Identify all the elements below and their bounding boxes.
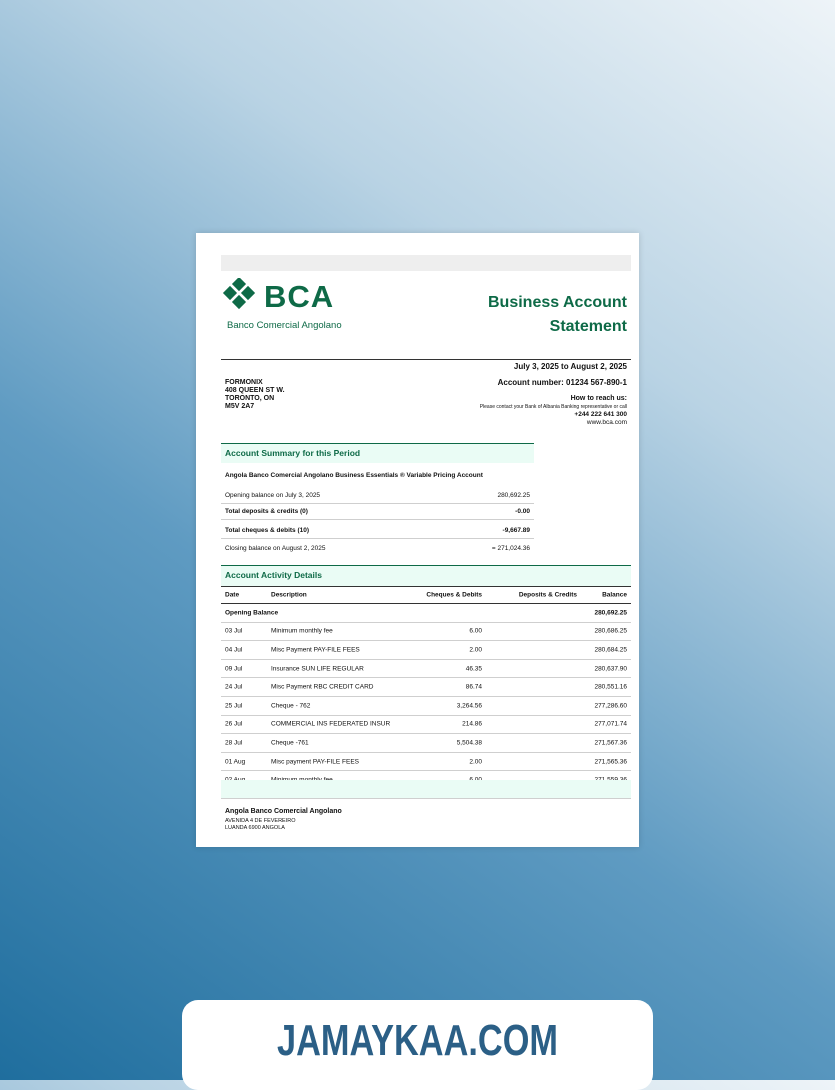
title-line-2: Statement (549, 318, 627, 335)
row-description: Insurance SUN LIFE REGULAR (271, 665, 364, 673)
contact-phone: +244 222 641 300 (574, 411, 627, 418)
table-row (221, 753, 631, 772)
opening-balance: 280,692.25 (594, 609, 627, 617)
summary-label: Total deposits & credits (0) (225, 508, 308, 515)
statement-page (196, 233, 639, 847)
statement-period: July 3, 2025 to August 2, 2025 (513, 362, 627, 371)
customer-street: 408 QUEEN ST W. (225, 387, 285, 394)
logo-wordmark: BCA (264, 279, 335, 314)
summary-heading: Account Summary for this Period (221, 443, 534, 463)
watermark-banner (182, 1000, 653, 1090)
row-description: Minimum monthly fee (271, 627, 333, 635)
row-date: 25 Jul (225, 702, 243, 710)
contact-heading: How to reach us: (570, 395, 627, 402)
summary-row-opening (221, 489, 534, 504)
row-balance: 280,637.90 (594, 665, 627, 673)
contact-web: www.bca.com (586, 419, 627, 426)
col-date: Date (225, 591, 240, 599)
table-row (221, 734, 631, 753)
row-date: 24 Jul (225, 683, 243, 691)
footer-address-line2: LUANDA 6900 ANGOLA (225, 825, 285, 831)
row-date: 04 Jul (225, 646, 243, 654)
customer-name: FORMONIX (225, 379, 263, 386)
opening-balance-row (221, 604, 631, 623)
row-debit: 86.74 (465, 683, 482, 691)
row-date: 09 Jul (225, 665, 243, 673)
row-description: Misc payment PAY-FILE FEES (271, 758, 360, 766)
table-row (221, 641, 631, 660)
row-debit: 2.00 (469, 758, 482, 766)
account-number: Account number: 01234 567-890-1 (497, 378, 627, 387)
activity-heading: Account Activity Details (221, 565, 631, 586)
watermark-text: JAMAYKAA.COM (277, 1016, 558, 1065)
row-balance: 280,686.25 (594, 627, 627, 635)
summary-value: 280,692.25 (497, 492, 530, 499)
row-date: 03 Jul (225, 627, 243, 635)
col-description: Description (271, 591, 307, 599)
summary-label: Opening balance on July 3, 2025 (225, 492, 321, 499)
contact-text: Please contact your Bank of Albania Banking representative or call (479, 404, 627, 410)
row-debit: 2.00 (469, 646, 482, 654)
bank-footer (225, 808, 342, 832)
row-description: Cheque - 762 (271, 702, 311, 710)
footer-address-line1: AVENIDA 4 DE FEVEREIRO (225, 818, 296, 824)
row-debit: 6.00 (469, 627, 482, 635)
row-balance: 271,565.36 (594, 758, 627, 766)
row-date: 28 Jul (225, 739, 243, 747)
opening-label: Opening Balance (225, 609, 279, 617)
title-line-1: Business Account (488, 294, 627, 311)
row-debit: 3,264.56 (456, 702, 482, 710)
table-row (221, 660, 631, 679)
row-balance: 271,567.36 (594, 739, 627, 747)
col-debits: Cheques & Debits (426, 591, 482, 599)
row-debit: 5,504.38 (456, 739, 482, 747)
row-debit: 214.86 (462, 720, 482, 728)
row-description: COMMERCIAL INS FEDERATED INSUR (271, 720, 391, 728)
logo-subtitle: Banco Comercial Angolano (227, 320, 342, 331)
header-divider (221, 359, 631, 360)
summary-row-debits (221, 520, 534, 539)
footer-bank-name: Angola Banco Comercial Angolano (225, 808, 342, 815)
customer-postal: M5V 2A7 (225, 403, 255, 410)
row-debit: 46.35 (465, 665, 482, 673)
row-description: Misc Payment RBC CREDIT CARD (271, 683, 374, 691)
table-row (221, 678, 631, 697)
summary-label: Total cheques & debits (10) (225, 527, 310, 534)
row-balance: 277,071.74 (594, 720, 627, 728)
activity-table (221, 586, 631, 790)
row-date: 01 Aug (225, 758, 246, 766)
summary-value: -0.00 (515, 508, 530, 515)
account-product-name: Angola Banco Comercial Angolano Business Essentials ® Variable Pricing Account (225, 472, 483, 479)
summary-row-closing (221, 539, 534, 556)
row-balance: 277,286.60 (594, 702, 627, 710)
table-row (221, 697, 631, 716)
footer-address (225, 818, 342, 832)
table-header-row (221, 586, 631, 604)
header-band (221, 255, 631, 271)
document-title (488, 291, 627, 339)
col-credits: Deposits & Credits (518, 591, 577, 599)
table-row (221, 623, 631, 642)
customer-address (225, 379, 285, 411)
row-date: 26 Jul (225, 720, 243, 728)
summary-value: = 271,024.36 (491, 545, 530, 552)
row-balance: 280,551.16 (594, 683, 627, 691)
summary-label: Closing balance on August 2, 2025 (225, 545, 326, 552)
bca-diamond-icon (220, 278, 258, 316)
row-description: Misc Payment PAY-FILE FEES (271, 646, 360, 654)
col-balance: Balance (602, 591, 627, 599)
contact-block (480, 395, 627, 427)
summary-value: -9,667.89 (502, 527, 530, 534)
table-row (221, 716, 631, 735)
row-balance: 280,684.25 (594, 646, 627, 654)
table-footer-band (221, 780, 631, 799)
customer-city: TORONTO, ON (225, 395, 275, 402)
row-description: Cheque -761 (271, 739, 309, 747)
summary-row-deposits (221, 504, 534, 520)
